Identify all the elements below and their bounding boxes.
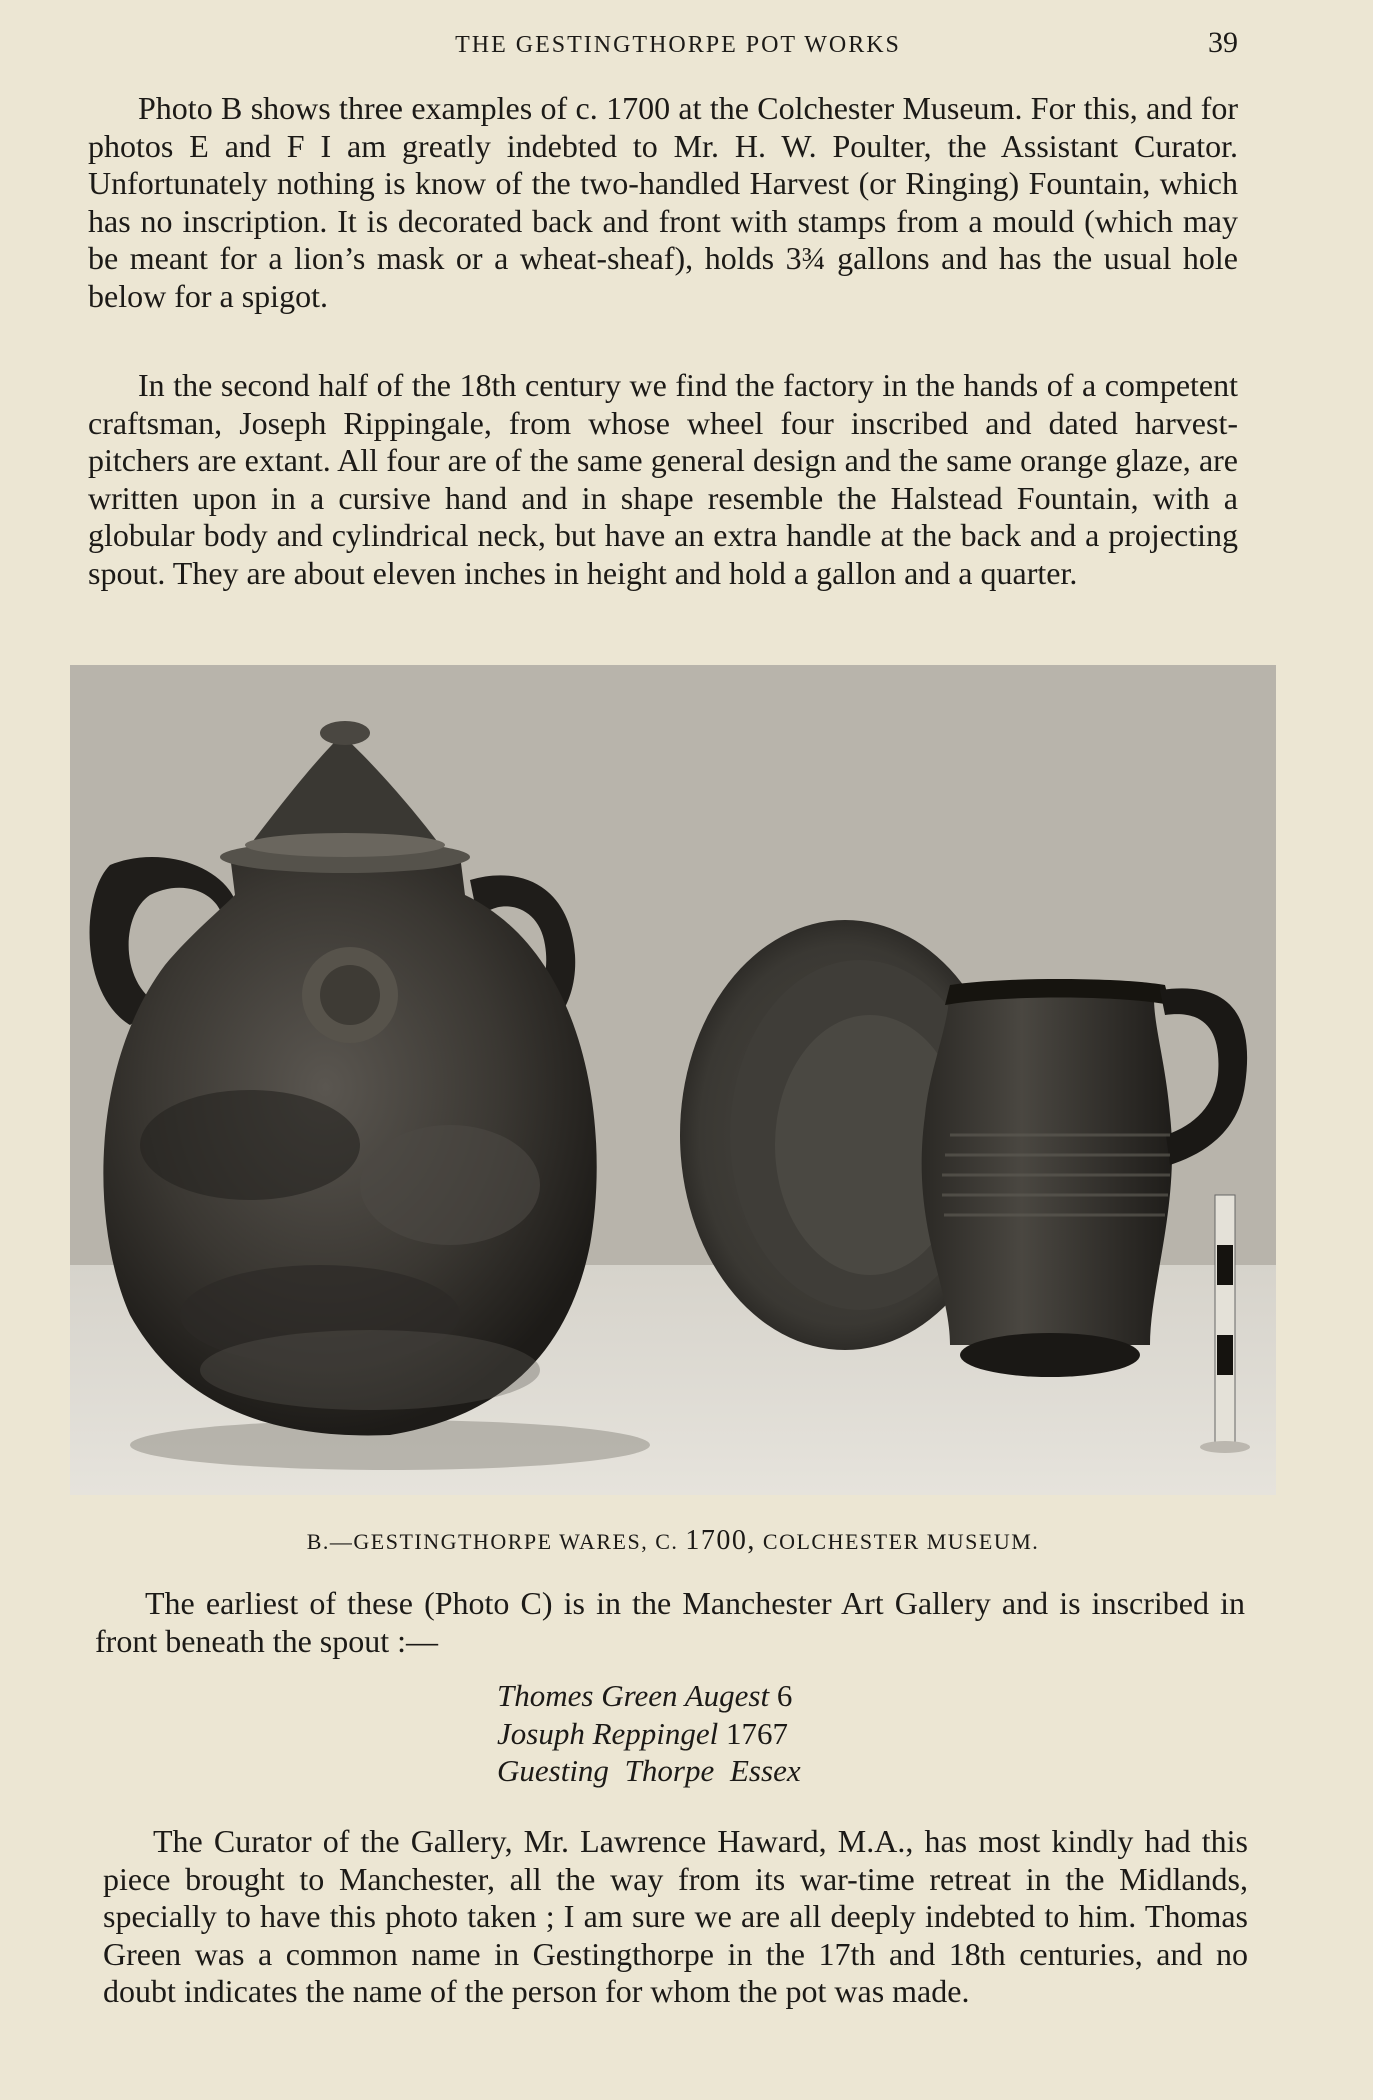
paragraph-photo-c (95, 1585, 1245, 1660)
paragraph-photo-b (88, 90, 1238, 315)
inscription-line-2-number: 1767 (726, 1715, 789, 1751)
inscription-line-2-text: Josuph Reppingel (497, 1715, 719, 1751)
running-head (88, 26, 1238, 60)
paragraph-curator (103, 1823, 1248, 2011)
caption-year: 1700, (685, 1525, 756, 1556)
paragraph-text: In the second half of the 18th century we find the factory in the hands of a competent craftsman, Joseph Rippingale, from whose wheel four inscribed and dated harvest-pitchers are extant. All four are of the same general design and the same orange glaze, are written upon in a cursive hand and in shape resemble the Halstead Fountain, with a globular body and cylindrical neck, but have an extra handle at the back and a projecting spout. They are about eleven inches in height and hold a gallon and a quarter. (88, 367, 1238, 591)
paragraph-rippingale (88, 367, 1238, 592)
paragraph-text: The earliest of these (Photo C) is in the Manchester Art Gallery and is inscribed in front beneath the spout :— (95, 1585, 1245, 1659)
paragraph-text: The Curator of the Gallery, Mr. Lawrence Haward, M.A., has most kindly had this piece brought to Manchester, all the way from its war-time retreat in the Midlands, specially to have this photo taken ; I am sure we are all deeply indebted to him. Thomas Green was a common name in Gestingthorpe in the 17th and 18th centuries, and no doubt indicates the name of the person for whom the pot was made. (103, 1823, 1248, 2009)
page-number: 39 (1208, 26, 1238, 59)
inscription-line-3 (497, 1752, 801, 1790)
photo-caption (70, 1525, 1276, 1557)
caption-suffix: COLCHESTER MUSEUM. (762, 1529, 1040, 1554)
inscription-line-1-text: Thomes Green Augest (497, 1678, 770, 1713)
running-title: THE GESTINGTHORPE POT WORKS (455, 32, 901, 58)
photo-b-gestingthorpe-wares (70, 665, 1276, 1495)
inscription-line-1-number: 6 (776, 1678, 793, 1713)
inscription-line-3-text: Guesting Thorpe Essex (497, 1753, 801, 1788)
inscription-line-1 (497, 1677, 801, 1715)
inscription-line-2 (497, 1715, 801, 1753)
paragraph-text: Photo B shows three examples of c. 1700 at the Colchester Museum. For this, and for photos E and F I am greatly indebted to Mr. H. W. Poulter, the Assistant Curator. Unfortunately nothing is know of the two-handled Harvest (or Ringing) Fountain, which has no inscription. It is decorated back and front with stamps from a mould (which may be meant for a lion’s mask or a wheat-sheaf), holds 3¾ gallons and has the usual hole below for a spigot. (88, 90, 1238, 314)
inscription-block (497, 1677, 801, 1790)
caption-prefix: B.—GESTINGTHORPE WARES, C. (306, 1529, 679, 1554)
